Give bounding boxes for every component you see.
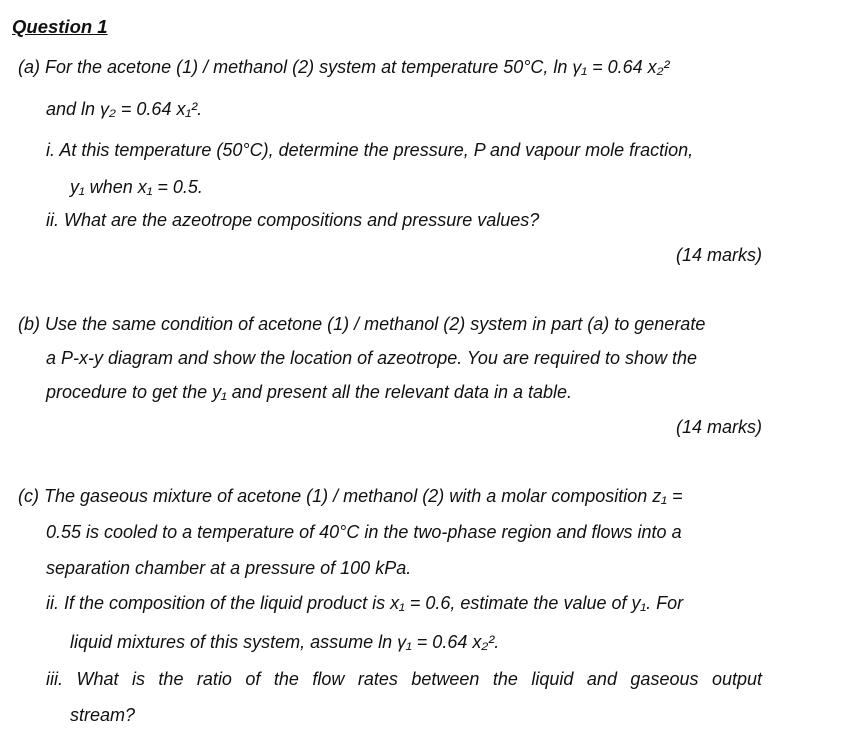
part-b-line-3: procedure to get the y₁ and present all the relevant data in a table.	[46, 382, 573, 402]
part-a-i-line-2: y₁ when x₁ = 0.5.	[70, 177, 203, 197]
part-a-line-2: and ln γ₂ = 0.64 x₁².	[46, 99, 203, 119]
part-c-iii-line-1: iii. What is the ratio of the flow rates between the liquid and gaseous output	[46, 669, 762, 689]
part-c-line-2: 0.55 is cooled to a temperature of 40°C in the two-phase region and flows into a	[46, 522, 682, 542]
part-c-iii-line-2: stream?	[70, 705, 136, 725]
part-a-ii-line-1: ii. What are the azeotrope compositions and pressure values?	[46, 210, 540, 230]
part-a-marks: (14 marks)	[675, 245, 762, 265]
question-title: Question 1	[12, 16, 108, 37]
part-c-line-3: separation chamber at a pressure of 100 kPa.	[46, 558, 412, 578]
part-c-line-1: (c) The gaseous mixture of acetone (1) / methanol (2) with a molar composition z₁ =	[18, 486, 683, 506]
part-c-ii-line-2: liquid mixtures of this system, assume ln γ₁ = 0.64 x₂².	[70, 632, 500, 652]
part-b-line-1: (b) Use the same condition of acetone (1) / methanol (2) system in part (a) to generate	[18, 314, 706, 334]
part-a-line-1: (a) For the acetone (1) / methanol (2) system at temperature 50°C, ln γ₁ = 0.64 x₂²	[18, 57, 670, 77]
part-b-marks: (14 marks)	[675, 417, 762, 437]
part-c-ii-line-1: ii. If the composition of the liquid product is x₁ = 0.6, estimate the value of y₁. For	[46, 593, 684, 613]
part-a-i-line-1: i. At this temperature (50°C), determine the pressure, P and vapour mole fraction,	[46, 140, 694, 160]
part-b-line-2: a P-x-y diagram and show the location of azeotrope. You are required to show the	[46, 348, 698, 368]
